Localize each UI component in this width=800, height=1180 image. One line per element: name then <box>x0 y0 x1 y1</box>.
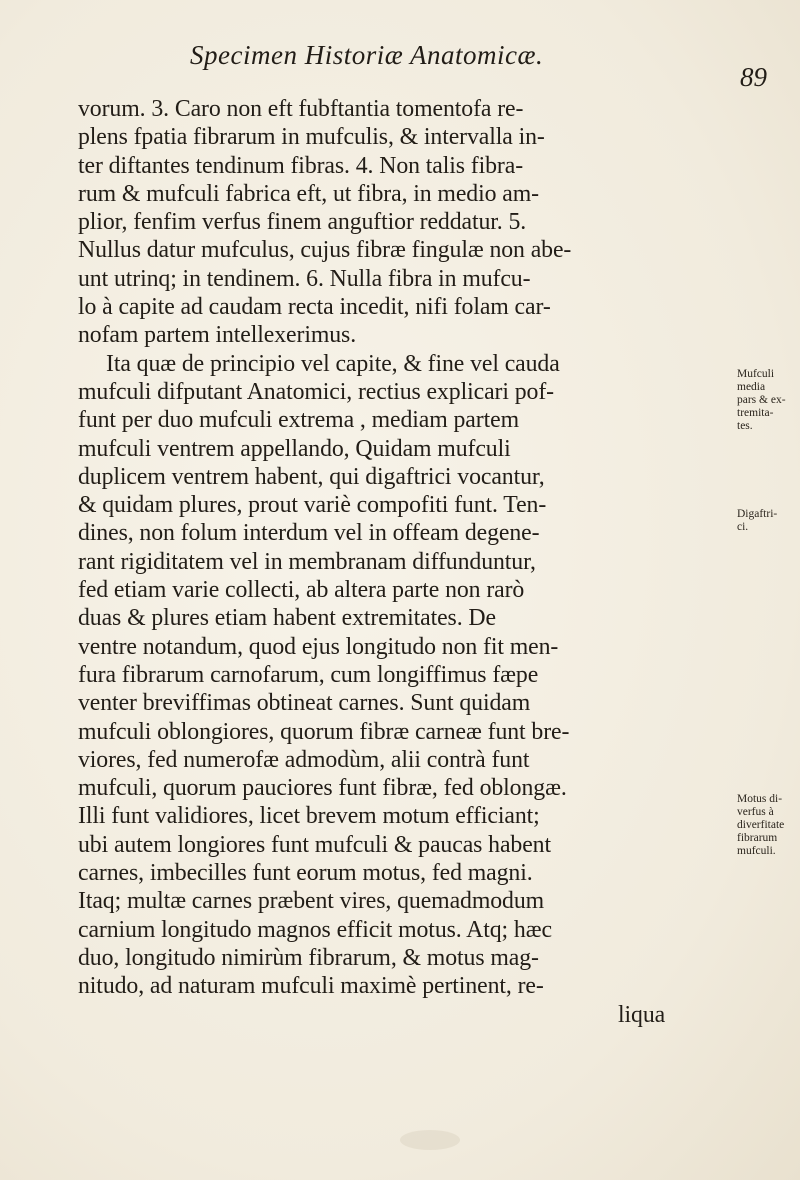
text-line: rum & mufculi fabrica eft, ut fibra, in medio am- <box>78 180 539 207</box>
running-head <box>190 40 543 71</box>
margin-note-motus <box>737 793 799 858</box>
page-number: 89 <box>740 62 767 92</box>
text-line: mufculi oblongiores, quorum fibræ carneæ funt bre- <box>78 718 570 745</box>
margin-note-line: diverfitate <box>737 819 785 831</box>
margin-note-line: pars & ex- <box>737 394 786 406</box>
text-line: carnium longitudo magnos efficit motus. Atq; hæc <box>78 916 552 943</box>
body-text <box>78 95 728 1029</box>
text-line: duo, longitudo nimirùm fibrarum, & motus mag- <box>78 944 539 971</box>
text-line: nitudo, ad naturam mufculi maximè pertinent, re- <box>78 973 544 1000</box>
margin-note-line: ci. <box>737 521 749 533</box>
text-line: Itaq; multæ carnes præbent vires, quemadmodum <box>78 888 545 915</box>
text-line: ubi autem longiores funt mufculi & paucas habent <box>78 831 551 858</box>
text-line: fura fibrarum carnofarum, cum longiffimus fæpe <box>78 661 539 688</box>
text-line: plens fpatia fibrarum in mufculis, & intervalla in- <box>78 124 545 151</box>
catchword: liqua <box>618 1001 666 1028</box>
text-line: mufculi difputant Anatomici, rectius explicari pof- <box>78 378 554 405</box>
margin-note-line: verfus à <box>737 806 774 818</box>
text-line: mufculi ventrem appellando, Quidam mufculi <box>78 435 511 462</box>
text-line: lo à capite ad caudam recta incedit, nifi folam car- <box>78 294 551 321</box>
text-line: Illi funt validiores, licet brevem motum efficiant; <box>78 803 540 830</box>
text-line: fed etiam varie collecti, ab altera parte non rarò <box>78 577 525 604</box>
text-line: mufculi, quorum pauciores funt fibræ, fed oblongæ. <box>78 775 567 802</box>
text-line: nofam partem intellexerimus. <box>78 322 357 349</box>
text-line: carnes, imbecilles funt eorum motus, fed magni. <box>78 860 533 887</box>
margin-note-line: tremita- <box>737 407 774 419</box>
text-line: vorum. 3. Caro non eft fubftantia tomentofa re- <box>78 96 524 122</box>
text-line: rant rigiditatem vel in membranam diffunduntur, <box>78 548 536 575</box>
text-line: venter breviffimas obtineat carnes. Sunt quidam <box>78 690 531 717</box>
text-line: duplicem ventrem habent, qui digaftrici vocantur, <box>78 463 545 490</box>
text-line: viores, fed numerofæ admodùm, alii contrà funt <box>78 746 530 773</box>
running-head-title: Specimen Historiæ Anatomicæ. <box>190 40 544 70</box>
margin-note-digaftrici <box>737 508 799 534</box>
margin-note-line: Motus di- <box>737 793 783 805</box>
text-line: duas & plures etiam habent extremitates. De <box>78 605 496 632</box>
paper-stain <box>400 1130 460 1150</box>
margin-note-line: fibrarum <box>737 832 778 844</box>
text-line: ventre notandum, quod ejus longitudo non fit men- <box>78 633 559 660</box>
text-line: unt utrinq; in tendinem. 6. Nulla fibra in mufcu- <box>78 265 531 292</box>
text-line: funt per duo mufculi extrema , mediam partem <box>78 407 519 434</box>
margin-note-line: media <box>737 381 766 393</box>
text-line: Ita quæ de principio vel capite, & fine vel cauda <box>106 350 560 377</box>
text-line: dines, non folum interdum vel in offeam degene- <box>78 520 540 547</box>
text-line: ter diftantes tendinum fibras. 4. Non talis fibra- <box>78 152 524 179</box>
text-line: & quidam plures, prout variè compofiti funt. Ten- <box>78 492 547 519</box>
text-line: Nullus datur mufculus, cujus fibræ fingulæ non abe- <box>78 237 572 264</box>
margin-note-line: tes. <box>737 420 753 432</box>
margin-note-line: Digaftri- <box>737 508 778 520</box>
text-line: plior, fenfim verfus finem anguftior reddatur. 5. <box>78 209 527 236</box>
margin-note-mufculi-media <box>737 368 799 433</box>
margin-note-line: mufculi. <box>737 845 776 857</box>
margin-note-line: Mufculi <box>737 368 775 380</box>
